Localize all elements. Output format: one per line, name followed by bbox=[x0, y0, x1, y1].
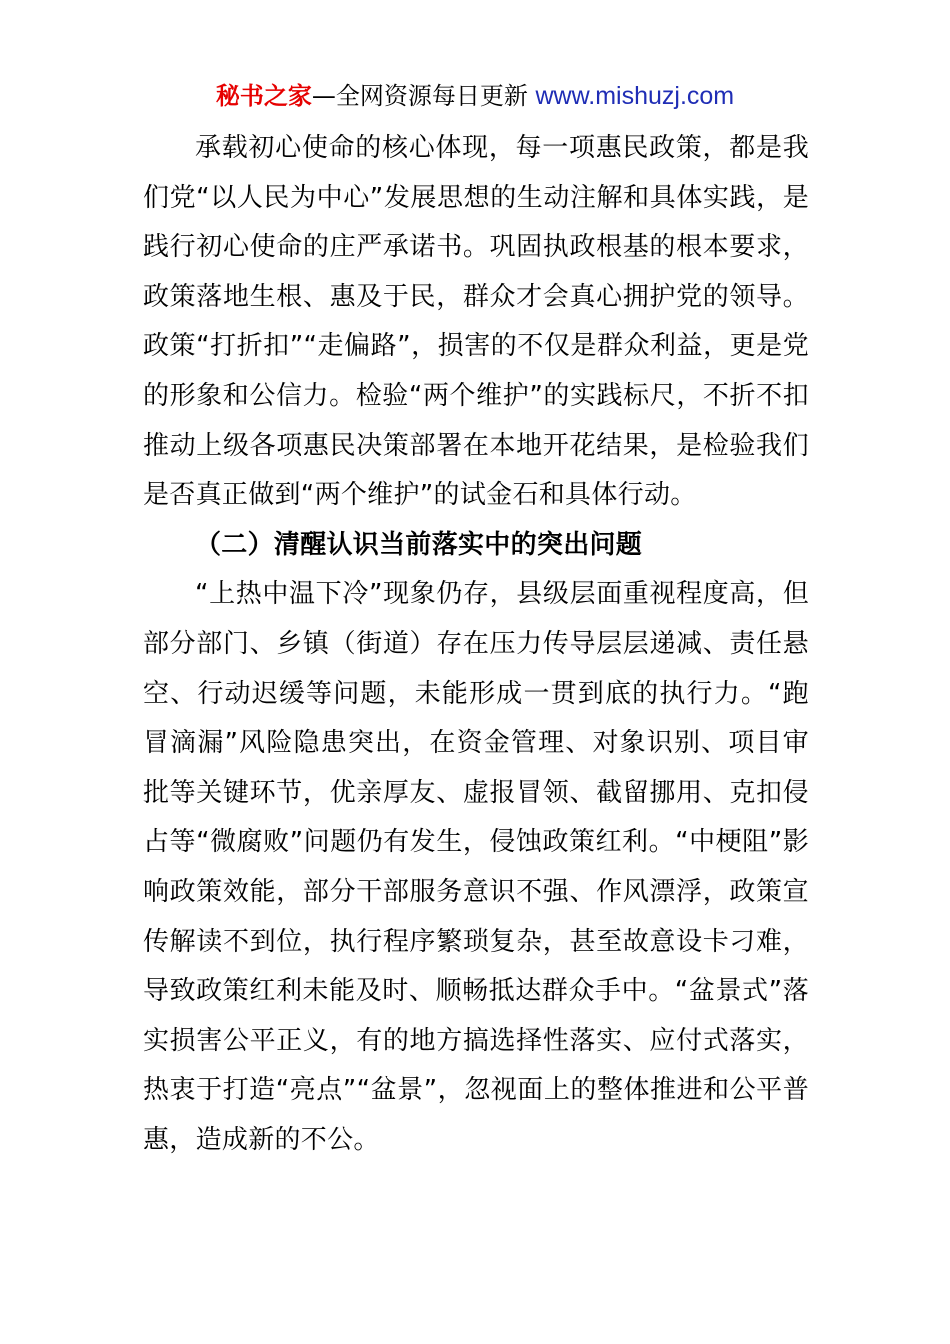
page-header bbox=[0, 80, 950, 112]
header-tagline: —全网资源每日更新 bbox=[311, 82, 536, 110]
section-heading: （二）清醒认识当前落实中的突出问题 bbox=[195, 529, 643, 560]
body-paragraph-1: 承载初心使命的核心体现，每一项惠民政策，都是我们党“以人民为中心”发展思想的生动注解和具体实践，是践行初心使命的庄严承诺书。巩固执政根基的根本要求，政策落地生根、惠及于民，群众才会真心拥护党的领导。政策“打折扣”“走偏路”，损害的不仅是群众利益，更是党的形象和公信力。检验“两个维护”的实践标尺，不折不扣推动上级各项惠民决策部署在本地开花结果，是检验我们是否真正做到“两个维护”的试金石和具体行动。 bbox=[143, 133, 809, 511]
body-paragraph-2: “上热中温下冷”现象仍存，县级层面重视程度高，但部分部门、乡镇（街道）存在压力传导层层递减、责任悬空、行动迟缓等问题，未能形成一贯到底的执行力。“跑冒滴漏”风险隐患突出，在资金管理、对象识别、项目审批等关键环节，优亲厚友、虚报冒领、截留挪用、克扣侵占等“微腐败”问题仍有发生，侵蚀政策红利。“中梗阻”影响政策效能，部分干部服务意识不强、作风漂浮，政策宣传解读不到位，执行程序繁琐复杂，甚至故意设卡刁难，导致政策红利未能及时、顺畅抵达群众手中。“盆景式”落实损害公平正义，有的地方搞选择性落实、应付式落实，热衷于打造“亮点”“盆景”，忽视面上的整体推进和公平普惠，造成新的不公。 bbox=[143, 579, 809, 1155]
brand-name: 秘书之家 bbox=[215, 82, 312, 110]
site-url-link[interactable]: www.mishuzj.com bbox=[535, 82, 735, 110]
document-body bbox=[143, 124, 809, 1165]
